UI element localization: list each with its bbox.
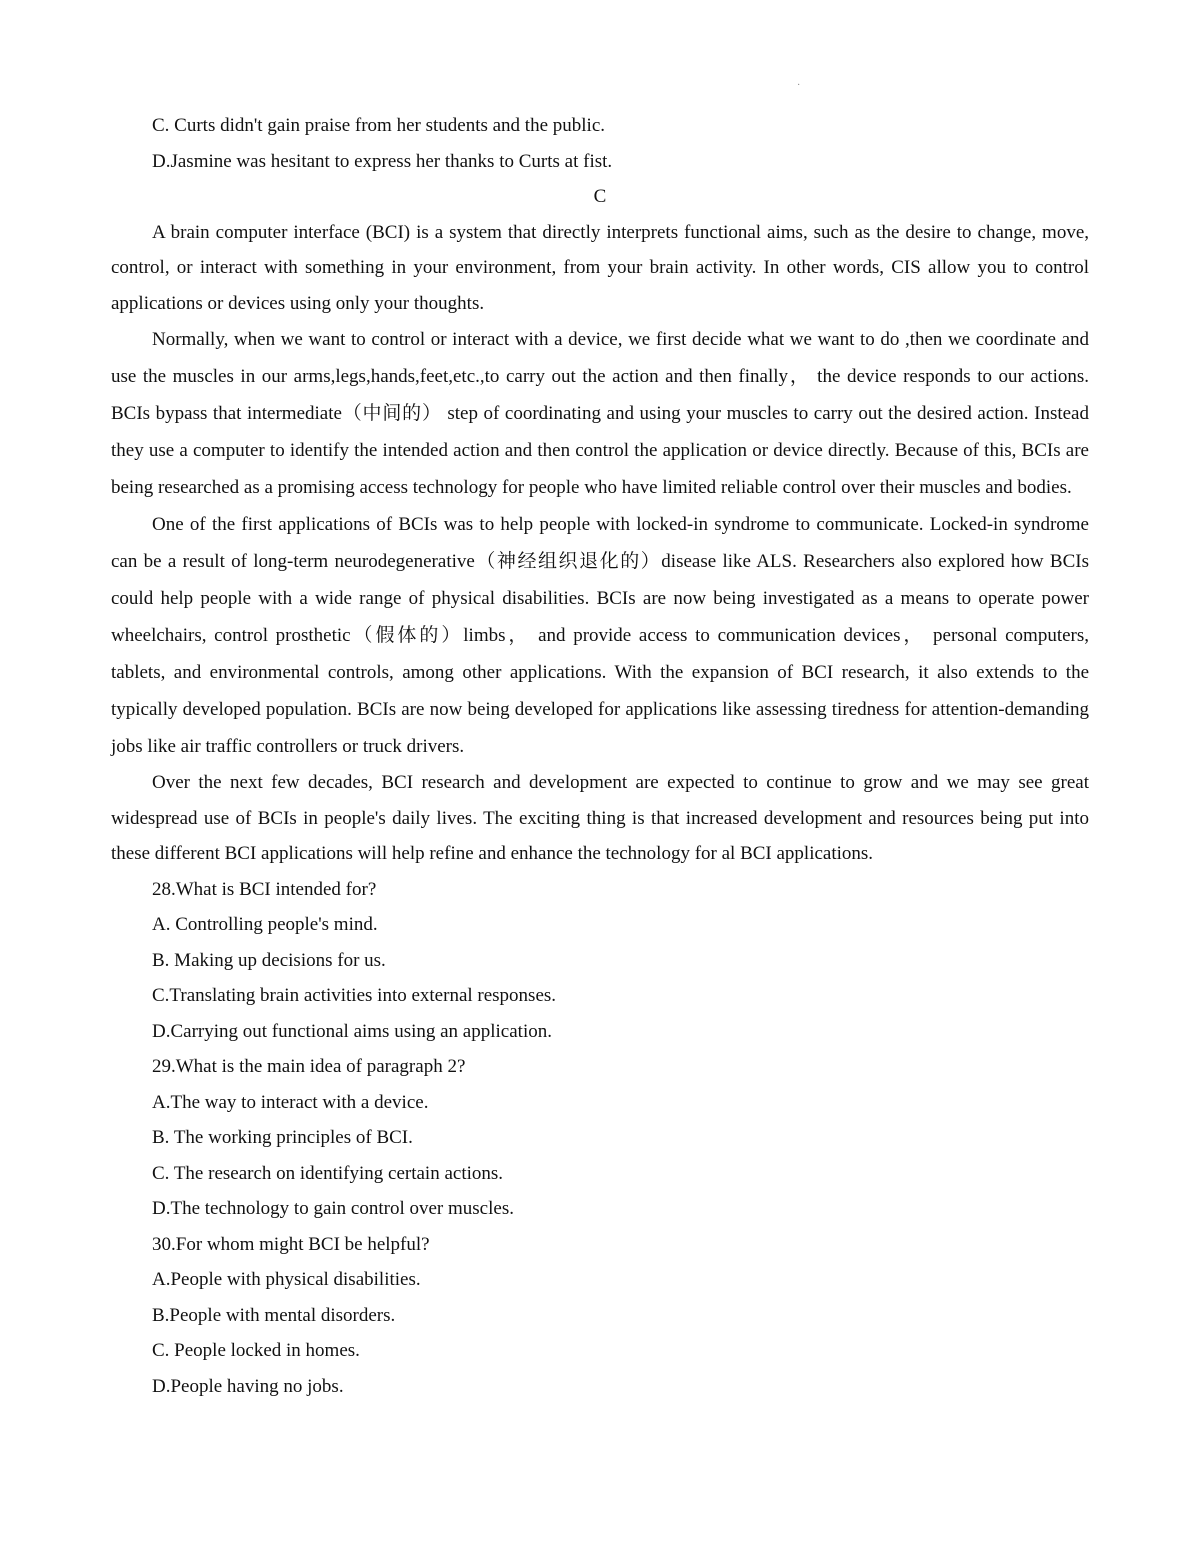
option-b: B. Making up decisions for us. <box>152 949 386 971</box>
paragraph-3: One of the first applications of BCIs was to help people with locked-in syndrome to communicate. Locked-in syndrome can be a result of long-term neurodegenerative（神经组织退化的）disease like ALS. Researchers also explored how BCIs could help people with a wide range of physical disabilities. BCIs are now being investigated as a means to operate power wheelchairs, control prosthetic（假体的）limbs， and provide access to communication devices， personal computers, tablets, and environmental controls, among other applications. With the expansion of BCI research, it also extends to the typically developed population. BCIs are now being developed for applications like assessing tiredness for attention-demanding jobs like air traffic controllers or truck drivers. <box>111 514 1089 757</box>
section-heading: C <box>593 186 607 207</box>
option-a: A. Controlling people's mind. <box>152 914 378 935</box>
option-c: C. The research on identifying certain actions. <box>152 1162 504 1184</box>
question-stem: 29.What is the main idea of paragraph 2? <box>152 1056 466 1077</box>
option-a: A.The way to interact with a device. <box>152 1091 429 1113</box>
page-marker: · <box>797 80 801 91</box>
option-b: B.People with mental disorders. <box>152 1304 396 1326</box>
question-29 <box>111 1049 1089 1227</box>
option-c: C. People locked in homes. <box>152 1340 360 1361</box>
question-28 <box>111 872 1089 1050</box>
question-30 <box>111 1227 1089 1405</box>
option-c: C.Translating brain activities into external responses. <box>152 985 557 1006</box>
option-d: D.The technology to gain control over muscles. <box>152 1198 514 1219</box>
question-stem: 30.For whom might BCI be helpful? <box>152 1233 430 1255</box>
paragraph-4: Over the next few decades, BCI research and development are expected to continue to grow and we may see great widespread use of BCIs in people's daily lives. The exciting thing is that increased development and resources being put into these different BCI applications will help refine and enhance the technology for al BCI applications. <box>111 772 1089 864</box>
option-a: A.People with physical disabilities. <box>152 1269 421 1290</box>
paragraph-2: Normally, when we want to control or interact with a device, we first decide what we want to do ,then we coordinate and use the muscles in our arms,legs,hands,feet,etc.,to carry out the action and then finally， the device responds to our actions. BCIs bypass that intermediate（中间的） step of coordinating and using your muscles to carry out the desired action. Instead they use a computer to identify the intended action and then control the application or device directly. Because of this, BCIs are being researched as a promising access technology for people who have limited reliable control over their muscles and bodies. <box>111 329 1089 498</box>
option-d: D.Carrying out functional aims using an application. <box>152 1020 552 1042</box>
question-stem: 28.What is BCI intended for? <box>152 878 377 900</box>
exam-page <box>111 108 1089 1404</box>
option-b: B. The working principles of BCI. <box>152 1127 413 1148</box>
paragraph-1: A brain computer interface (BCI) is a system that directly interprets functional aims, such as the desire to change, move, control, or interact with something in your environment, from your brain activity. In other words, CIS allow you to control applications or devices using only your thoughts. <box>111 221 1089 314</box>
prev-option-d: D.Jasmine was hesitant to express her thanks to Curts at fist. <box>152 150 613 172</box>
prev-option-c: C. Curts didn't gain praise from her students and the public. <box>152 115 606 136</box>
option-d: D.People having no jobs. <box>152 1375 344 1397</box>
